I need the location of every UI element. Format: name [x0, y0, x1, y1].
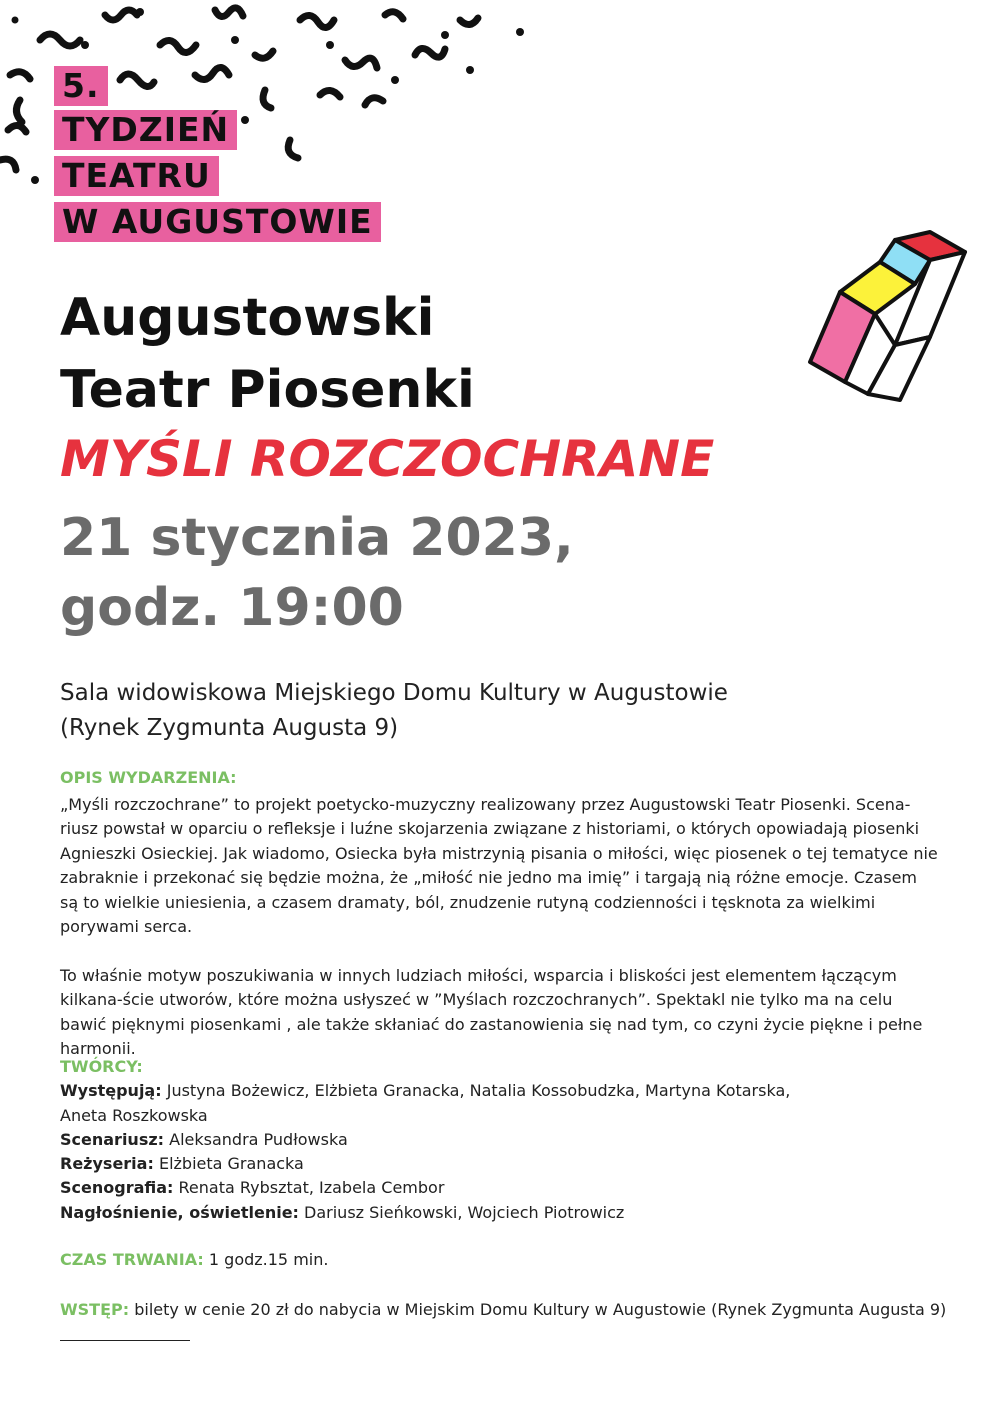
description-section [60, 766, 940, 1062]
theatre-week-logo-icon [800, 222, 970, 404]
badge-number: 5. [54, 66, 108, 106]
duration-value: 1 godz.15 min. [208, 1250, 329, 1269]
entry-value: bilety w cenie 20 zł do nabycia w Miejskim Domu Kultury w Augustowie (Rynek Zygmunta Augusta 9) [134, 1300, 947, 1319]
credit-row: Aneta Roszkowska [60, 1105, 208, 1125]
duration-label: CZAS TRWANIA: [60, 1250, 204, 1269]
footer-divider [60, 1340, 190, 1341]
description-paragraph-1: „Myśli rozczochrane” to projekt poetycko-muzyczny realizowany przez Augustowski Teatr Piosenki. Scena-riusz powstał w oparciu o refleksje i luźne skojarzenia związane z historiami, o których opowiadają piosenki Agnieszki Osieckiej. Jak wiadomo, Osiecka była mistrzynią pisania o miłości, więc piosenek o tej tematyce nie zabraknie i przekonać się będzie można, że „miłość nie jedno ma imię” i targają nią różne emocje. Czasem są to wielkie uniesienia, a czasem dramaty, ból, znudzenie rutyną codzienności i tęsknota za wielkimi porywami serca. [60, 794, 938, 936]
show-title: MYŚLI ROZCZOCHRANE [60, 430, 715, 488]
credit-row: Nagłośnienie, oświetlenie: Dariusz Sieńkowski, Wojciech Piotrowicz [60, 1202, 625, 1222]
badge-line-3: TEATRU [54, 156, 219, 196]
entry-info [60, 1300, 946, 1319]
venue-address: (Rynek Zygmunta Augusta 9) [60, 715, 399, 741]
credit-row: Scenariusz: Aleksandra Pudłowska [60, 1129, 348, 1149]
event-date: 21 stycznia 2023, [60, 508, 574, 568]
event-time: godz. 19:00 [60, 578, 404, 638]
company-name-line-2: Teatr Piosenki [60, 360, 475, 420]
badge-line-2: TYDZIEŃ [54, 110, 237, 150]
description-paragraph-2: To właśnie motyw poszukiwania w innych ludziach miłości, wsparcia i bliskości jest elementem łączącym kilkana-ście utworów, które można usłyszeć w ”Myślach rozczochranych”. Spektakl nie tylko ma na celu bawić pięknymi piosenkami , ale także skłaniać do zastanowienia się nad tym, co czyni życie piękne i pełne harmonii. [60, 965, 923, 1058]
creators-heading: TWÓRCY: [60, 1057, 143, 1076]
venue [60, 676, 728, 746]
duration [60, 1250, 328, 1269]
creators-section [60, 1055, 790, 1225]
credit-row: Występują: Justyna Bożewicz, Elżbieta Granacka, Natalia Kossobudzka, Martyna Kotarska, [60, 1081, 791, 1101]
credit-row: Scenografia: Renata Rybsztat, Izabela Cembor [60, 1178, 445, 1198]
entry-label: WSTĘP: [60, 1300, 130, 1319]
badge-line-4: W AUGUSTOWIE [54, 202, 381, 242]
credit-row: Reżyseria: Elżbieta Granacka [60, 1154, 304, 1174]
description-heading: OPIS WYDARZENIA: [60, 768, 237, 787]
company-name-line-1: Augustowski [60, 288, 435, 348]
venue-name: Sala widowiskowa Miejskiego Domu Kultury w Augustowie [60, 680, 728, 706]
